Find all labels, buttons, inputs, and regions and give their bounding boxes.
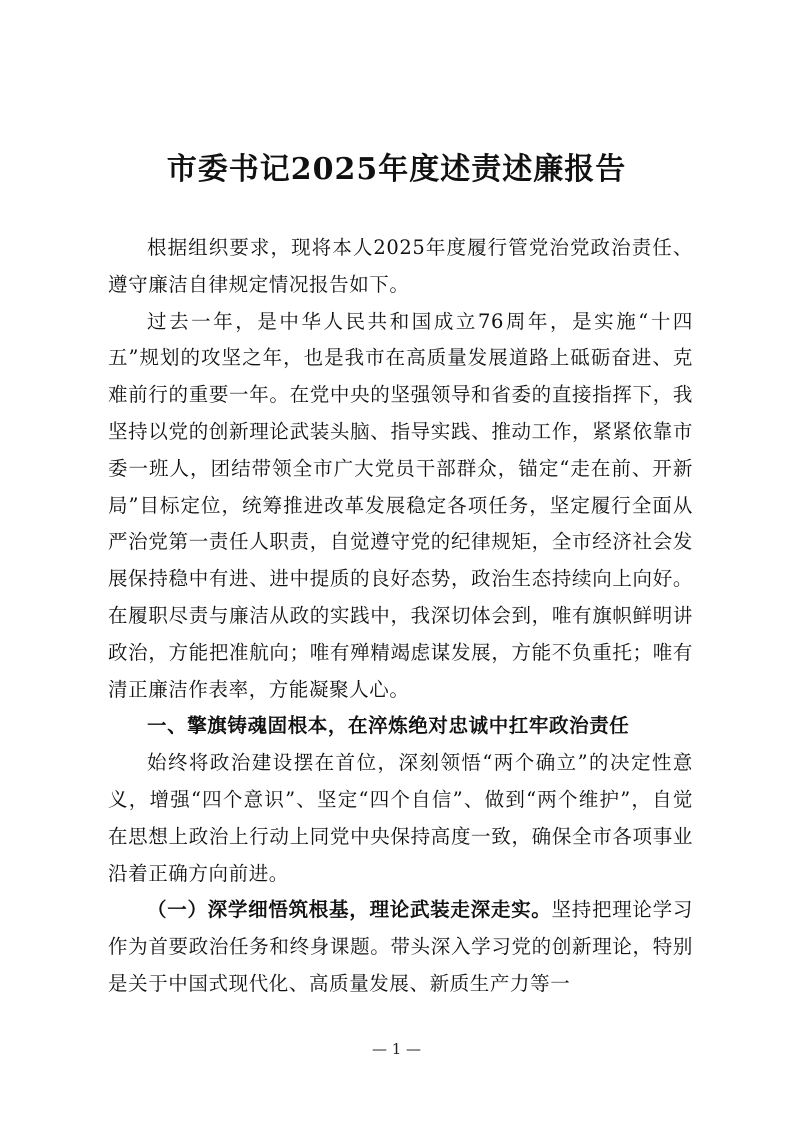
document-title: 市委书记2025年度述责述廉报告	[166, 152, 627, 187]
subsection-1-heading: （一）深学细悟筑根基，理论武装走深走实。	[147, 898, 552, 922]
document-body	[108, 230, 693, 1003]
overview-paragraph: 过去一年，是中华人民共和国成立76周年，是实施“十四五”规划的攻坚之年，也是我市在高质量发展道路上砥砺奋进、克难前行的重要一年。在党中央的坚强领导和省委的直接指挥下，我坚持以党的创新理论武装头脑、指导实践、推动工作，紧紧依靠市委一班人，团结带领全市广大党员干部群众，锚定“走在前、开新局”目标定位，统筹推进改革发展稳定各项任务，坚定履行全面从严治党第一责任人职责，自觉遵守党的纪律规矩，全市经济社会发展保持稳中有进、进中提质的良好态势，政治生态持续向上向好。在履职尽责与廉洁从政的实践中，我深切体会到，唯有旗帜鲜明讲政治，方能把准航向；唯有殚精竭虑谋发展，方能不负重托；唯有清正廉洁作表率，方能凝聚人心。	[108, 309, 693, 701]
section-1-paragraph: 始终将政治建设摆在首位，深刻领悟“两个确立”的决定性意义，增强“四个意识”、坚定“四个自信”、做到“两个维护”，自觉在思想上政治上行动上同党中央保持高度一致，确保全市各项事业沿着正确方向前进。	[108, 751, 693, 885]
subsection-1-paragraph	[108, 892, 693, 1002]
subsection-1-text: 坚持把理论学习作为首要政治任务和终身课题。带头深入学习党的创新理论，特别是关于中国式现代化、高质量发展、新质生产力等一	[108, 898, 693, 995]
page-number: — 1 —	[371, 1040, 422, 1058]
intro-paragraph: 根据组织要求，现将本人2025年度履行管党治党政治责任、遵守廉洁自律规定情况报告如下。	[108, 236, 693, 296]
section-heading-1: 一、擎旗铸魂固根本，在淬炼绝对忠诚中扛牢政治责任	[147, 714, 630, 738]
